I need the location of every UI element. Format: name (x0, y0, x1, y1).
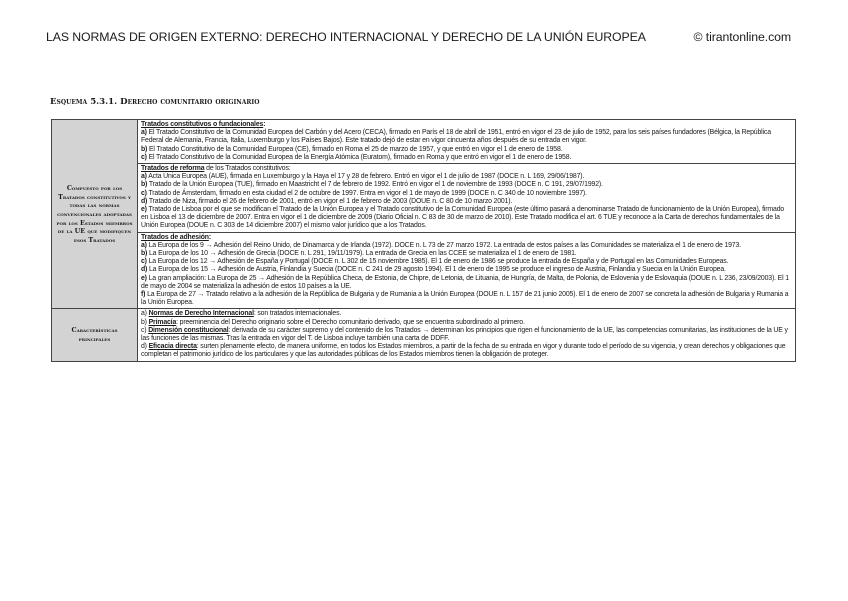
list-item: a) El Tratado Constitutivo de la Comunidad Europea del Carbón y del Acero (CECA), firmado en París el 18 de abril de 1951, entró en vigor el 23 de julio de 1952, para los seis países fundadores (Bélgica, la República Federal de Alemania, Francia, Italia, Luxemburgo y los Países Bajos). Este tratado dejó de estar en vigor cincuenta años después de su entrada en vigor. (141, 129, 771, 145)
list-item: d) La Europa de los 15 → Adhesión de Austria, Finlandia y Suecia (DOCE n. C 241 de 29 agosto 1994). El 1 de enero de 1995 se produce el ingreso de Austria, Finlandia y Suecia en la Unión Europea. (141, 266, 726, 274)
table-row (52, 232, 796, 309)
section-caracteristicas (138, 309, 796, 361)
list-item: a) La Europa de los 9 → Adhesión del Reino Unido, de Dinamarca y de Irlanda (1972). DOCE n. L 73 de 27 marzo 1972. La entrada de estos países a las Comunidades se materializa el 1 de enero de 1973. (141, 241, 741, 249)
list-item: f) La Europa de 27 → Tratado relativo a la adhesión de la República de Bulgaria y de Rumania a la Unión Europea (DOUE n. L 157 de 21 junio 2005). El 1 de enero de 2007 se concreta la adhesión de Bulgaria y Rumania a la Unión Europea. (141, 291, 789, 307)
list-item: b) Tratado de la Unión Europea (TUE), firmado en Maastricht el 7 de febrero de 1992. Entró en vigor el 1 de noviembre de 1993 (DOCE n. C 191, 29/07/1992). (141, 181, 603, 189)
table-row (52, 164, 796, 233)
list-item: d) Eficacia directa: surten plenamente efecto, de manera uniforme, en todos los Estados miembros, a partir de la fecha de su entrada en vigor y durante todo el período de su vigencia, y crean derechos y obligaciones que completan el patrimonio jurídico de los particulares y que las autoridades públicas de los Estados miembros tienen la obligación de proteger. (141, 343, 786, 359)
section-title: Tratados constitutivos o fundacionales: (141, 121, 266, 128)
list-item: a) Acta Única Europea (AUE), firmada en Luxemburgo y la Haya el 17 y 28 de febrero. Entró en vigor el 1 de julio de 1987 (DOCE n. L 169, 29/06/1987). (141, 173, 585, 181)
section-reforma (138, 164, 796, 233)
list-item: d) Tratado de Niza, firmado el 26 de febrero de 2001, entró en vigor el 1 de febrero de 2003 (DOUE n. C 80 de 10 marzo 2001). (141, 197, 513, 205)
list-item: b) Primacía: preeminencia del Derecho originario sobre el Derecho comunitario derivado, que se encuentra subordinado al primero. (141, 318, 525, 326)
list-item: e) La gran ampliación: La Europa de 25 → Adhesión de la República Checa, de Estonia, de Chipre, de Letonia, de Lituania, de Hungría, de Malta, de Polonia, de Eslovenia y de Eslovaquia (DOUE n. L 236, 23/09/2003). El 1 de mayo de 2004 se materializa la adhesión de estos 10 países a la UE. (141, 274, 789, 290)
section-adhesion (138, 232, 796, 309)
list-item: c) El Tratado Constitutivo de la Comunidad Europea de la Energía Atómica (Euratom), firmado en Roma y que entró en vigor el 1 de enero de 1958. (141, 153, 572, 161)
section-title: Tratados de adhesión: (141, 233, 211, 241)
side-label-characteristics: Características principales (52, 309, 138, 361)
table-row (52, 309, 796, 361)
section-constitutivos (138, 120, 796, 164)
list-item: c) Tratado de Ámsterdam, firmado en esta ciudad el 2 de octubre de 1997. Entra en vigor el 1 de mayo de 1999 (DOCE n. C 340 de 10 noviembre 1997). (141, 189, 587, 197)
copyright-text: © tirantonline.com (693, 30, 791, 44)
schema-title: Esquema 5.3.1. Derecho comunitario originario (50, 97, 260, 107)
list-item: b) El Tratado Constitutivo de la Comunidad Europea (CE), firmado en Roma el 25 de marzo de 1957, y que entró en vigor el 1 de enero de 1958. (141, 145, 563, 153)
list-item: c) La Europa de los 12 → Adhesión de España y Portugal (DOCE n. L 302 de 15 noviembre 1985). El 1 de enero de 1986 se produce la entrada de España y de Portugal en las Comunidades Europeas. (141, 258, 729, 266)
side-label-composition: Compuesto por los Tratados constitutivos y todas las normas convencionales adoptadas por los Estados miembros de la UE que modifiquen esos Tratados (52, 120, 138, 309)
list-item: a) Normas de Derecho Internacional: son tratados internacionales. (141, 310, 342, 318)
list-item: c) Dimensión constitucional: derivada de su carácter supremo y del contenido de los Tratados → determinan los principios que rigen el funcionamiento de la UE, las competencias comunitarias, las instituciones de la UE y las funciones de las mismas. Tras la entrada en vigor del T. de Lisboa incluye también una carta de DDFF. (141, 326, 788, 343)
header-title: LAS NORMAS DE ORIGEN EXTERNO: DERECHO INTERNACIONAL Y DERECHO DE LA UNIÓN EUROPEA (46, 30, 646, 44)
section-title: Tratados de reforma de los Tratados constitutivos: (141, 165, 291, 173)
table-row (52, 120, 796, 164)
list-item: e) Tratado de Lisboa por el que se modifican el Tratado de la Unión Europea y el Tratado constitutivo de la Comunidad Europea (este último pasará a denominarse Tratado de funcionamiento de la Unión Europea), firmado en Lisboa el 13 de diciembre de 2007. Entra en vigor el 1 de diciembre de 2009 (Diario Oficial n. C 83 de 30 de marzo de 2010). Este Tratado modifica el art. 6 TUE y reconoce a la Carta de derechos fundamentales de la Unión Europea (DOUE n. C 303 de 14 diciembre 2007) el mismo valor jurídico que a los Tratados. (141, 206, 785, 230)
list-item: b) La Europa de los 10 → Adhesión de Grecia (DOCE n. L 291, 19/11/1979). La entrada de Grecia en las CCEE se materializa el 1 de enero de 1981. (141, 250, 577, 258)
schema-table (51, 119, 796, 362)
